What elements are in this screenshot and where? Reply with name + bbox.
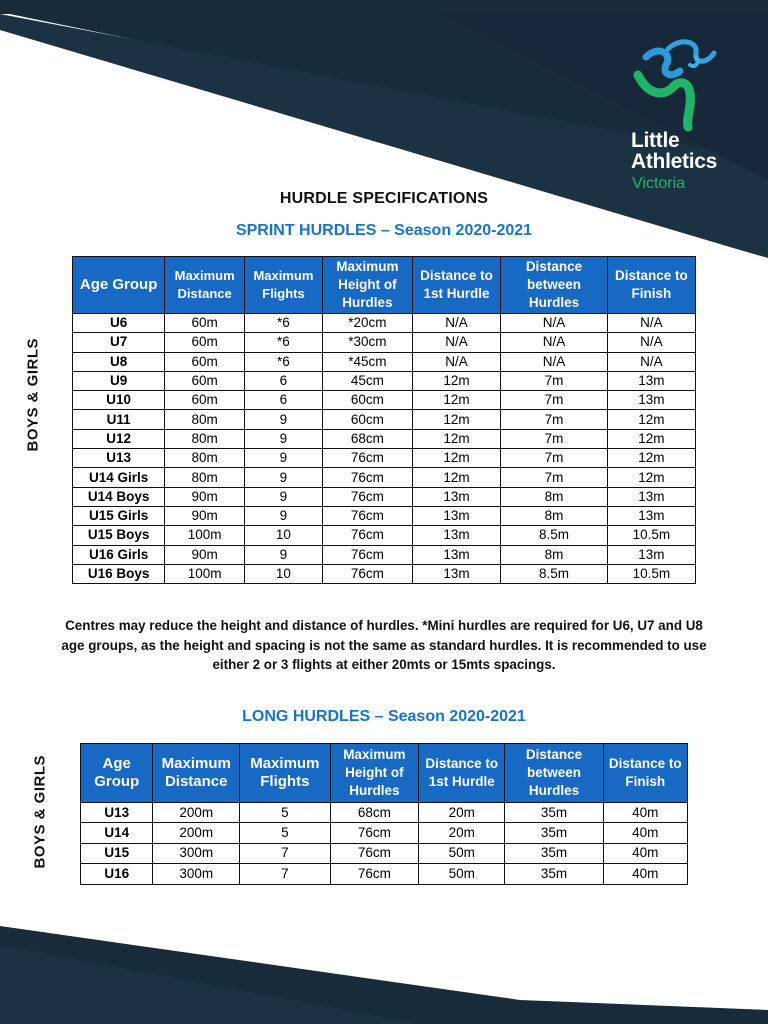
table-cell: 76cm [322, 468, 412, 487]
table-cell: 60m [165, 391, 245, 410]
table-cell: 50m [419, 864, 505, 884]
table-cell: 9 [245, 545, 323, 564]
age-group-cell: U15 Boys [73, 526, 165, 545]
table-row [73, 314, 696, 333]
table-cell: 35m [505, 864, 603, 884]
table-cell: 50m [419, 843, 505, 863]
age-group-cell: U9 [73, 371, 165, 390]
table-cell: 76cm [322, 526, 412, 545]
header-age-group: Age Group [73, 257, 165, 314]
table-cell: 12m [412, 429, 500, 448]
table-cell: 100m [165, 564, 245, 583]
age-group-cell: U14 [81, 823, 153, 843]
table-cell: 35m [505, 803, 603, 823]
header-distance-between: Distance between Hurdles [505, 744, 603, 803]
table-cell: N/A [412, 352, 500, 371]
header-age-group: Age Group [81, 744, 153, 803]
table-cell: 40m [603, 823, 687, 843]
table-row [81, 843, 688, 863]
table-cell: N/A [412, 333, 500, 352]
table-cell: 12m [412, 468, 500, 487]
table-cell: 13m [607, 545, 695, 564]
table-cell: 20m [419, 823, 505, 843]
table-row [73, 545, 696, 564]
table-cell: 7m [501, 371, 608, 390]
table-cell: 76cm [322, 564, 412, 583]
age-group-cell: U14 Girls [73, 468, 165, 487]
age-group-cell: U16 Girls [73, 545, 165, 564]
table-cell: *20cm [322, 314, 412, 333]
table-row [73, 371, 696, 390]
table-cell: 7m [501, 391, 608, 410]
table-cell: 60m [165, 352, 245, 371]
age-group-cell: U16 [81, 864, 153, 884]
table-cell: N/A [501, 352, 608, 371]
header-distance-between: Distance between Hurdles [501, 257, 608, 314]
table-cell: N/A [501, 314, 608, 333]
table-cell: N/A [607, 352, 695, 371]
header-maximum-height: Maximum Height of Hurdles [322, 257, 412, 314]
table-cell: 12m [607, 468, 695, 487]
table-cell: 200m [153, 803, 240, 823]
header-maximum-flights: Maximum Flights [245, 257, 323, 314]
age-group-cell: U7 [73, 333, 165, 352]
table-cell: 8.5m [501, 526, 608, 545]
table-cell: 60cm [322, 410, 412, 429]
table-row [81, 803, 688, 823]
table-cell: 80m [165, 410, 245, 429]
table-header-row [81, 744, 688, 803]
header-maximum-distance: Maximum Distance [153, 744, 240, 803]
table-cell: 76cm [322, 487, 412, 506]
table-cell: 12m [607, 429, 695, 448]
table-cell: 90m [165, 545, 245, 564]
table-cell: *45cm [322, 352, 412, 371]
table-cell: 7m [501, 429, 608, 448]
header-maximum-flights: Maximum Flights [240, 744, 331, 803]
page-title: HURDLE SPECIFICATIONS [279, 190, 489, 207]
table-cell: 76cm [330, 843, 418, 863]
table-cell: 6 [245, 391, 323, 410]
table-cell: 40m [603, 864, 687, 884]
age-group-cell: U8 [73, 352, 165, 371]
table-cell: 13m [412, 506, 500, 525]
age-group-cell: U6 [73, 314, 165, 333]
table-cell: 7m [501, 410, 608, 429]
table-row [73, 429, 696, 448]
table-cell: 12m [607, 410, 695, 429]
table-cell: 10.5m [607, 564, 695, 583]
table-row [81, 823, 688, 843]
table-cell: 7 [240, 843, 331, 863]
table-cell: 9 [245, 506, 323, 525]
age-group-cell: U11 [73, 410, 165, 429]
table-cell: 7m [501, 468, 608, 487]
table-cell: 13m [607, 487, 695, 506]
table-row [73, 352, 696, 371]
table-cell: 13m [412, 526, 500, 545]
logo-text-little: Little [631, 129, 680, 152]
table-cell: 9 [245, 487, 323, 506]
age-group-cell: U16 Boys [73, 564, 165, 583]
table-cell: 12m [412, 391, 500, 410]
table-cell: 68cm [330, 803, 418, 823]
table-cell: 80m [165, 449, 245, 468]
table-cell: 9 [245, 449, 323, 468]
age-group-cell: U12 [73, 429, 165, 448]
header-maximum-height: Maximum Height of Hurdles [330, 744, 418, 803]
table-cell: 10.5m [607, 526, 695, 545]
table-cell: 76cm [322, 449, 412, 468]
table-row [73, 449, 696, 468]
table-cell: 35m [505, 823, 603, 843]
header-distance-finish: Distance to Finish [603, 744, 687, 803]
table-cell: 5 [240, 803, 331, 823]
logo-text-athletics: Athletics [631, 150, 717, 173]
table-cell: *6 [245, 314, 323, 333]
long-side-label: BOYS & GIRLS [31, 754, 49, 869]
table-cell: 40m [603, 843, 687, 863]
table-cell: 13m [412, 545, 500, 564]
age-group-cell: U13 [73, 449, 165, 468]
table-cell: 76cm [322, 545, 412, 564]
table-cell: *30cm [322, 333, 412, 352]
age-group-cell: U15 [81, 843, 153, 863]
age-group-cell: U13 [81, 803, 153, 823]
header-distance-first-hurdle: Distance to 1st Hurdle [419, 744, 505, 803]
table-cell: 6 [245, 371, 323, 390]
table-cell: 10 [245, 526, 323, 545]
table-cell: 9 [245, 429, 323, 448]
table-row [81, 864, 688, 884]
header-distance-finish: Distance to Finish [607, 257, 695, 314]
table-row [73, 506, 696, 525]
table-cell: 60m [165, 333, 245, 352]
table-cell: 90m [165, 506, 245, 525]
table-cell: 76cm [330, 864, 418, 884]
table-cell: 20m [419, 803, 505, 823]
table-cell: 13m [607, 506, 695, 525]
table-cell: 60m [165, 314, 245, 333]
table-row [73, 410, 696, 429]
table-cell: 80m [165, 429, 245, 448]
table-cell: 8m [501, 545, 608, 564]
table-cell: 40m [603, 803, 687, 823]
logo-text-victoria: Victoria [632, 175, 686, 192]
table-cell: 13m [412, 487, 500, 506]
table-cell: 100m [165, 526, 245, 545]
table-cell: 5 [240, 823, 331, 843]
table-cell: N/A [412, 314, 500, 333]
header-maximum-distance: Maximum Distance [165, 257, 245, 314]
table-cell: N/A [607, 333, 695, 352]
notes-paragraph: Centres may reduce the height and distance of hurdles. *Mini hurdles are required for U6, U7 and U8 age groups, as the height and spacing is not the same as standard hurdles. It is recommended to use either 2 or 3 flights at either 20mts or 15mts spacings. [61, 618, 707, 672]
sprint-section-title: SPRINT HURDLES – Season 2020-2021 [235, 222, 533, 239]
table-cell: 76cm [322, 506, 412, 525]
table-row [73, 391, 696, 410]
table-cell: 7m [501, 449, 608, 468]
table-cell: 12m [412, 449, 500, 468]
table-cell: 200m [153, 823, 240, 843]
table-cell: N/A [501, 333, 608, 352]
sprint-hurdles-table [72, 256, 696, 584]
table-cell: 76cm [330, 823, 418, 843]
table-cell: 13m [607, 391, 695, 410]
table-cell: 12m [412, 371, 500, 390]
table-cell: 8.5m [501, 564, 608, 583]
table-cell: 9 [245, 410, 323, 429]
sprint-side-label: BOYS & GIRLS [24, 337, 42, 452]
table-row [73, 468, 696, 487]
table-row [73, 526, 696, 545]
table-row [73, 333, 696, 352]
table-cell: N/A [607, 314, 695, 333]
age-group-cell: U14 Boys [73, 487, 165, 506]
table-cell: 9 [245, 468, 323, 487]
table-cell: 8m [501, 487, 608, 506]
age-group-cell: U15 Girls [73, 506, 165, 525]
long-hurdles-table [80, 743, 688, 885]
table-cell: 13m [607, 371, 695, 390]
table-cell: 60cm [322, 391, 412, 410]
table-cell: *6 [245, 333, 323, 352]
table-cell: 12m [412, 410, 500, 429]
table-cell: 35m [505, 843, 603, 863]
table-cell: 90m [165, 487, 245, 506]
table-cell: 10 [245, 564, 323, 583]
header-distance-first-hurdle: Distance to 1st Hurdle [412, 257, 500, 314]
table-cell: 7 [240, 864, 331, 884]
table-cell: 300m [153, 843, 240, 863]
table-cell: 60m [165, 371, 245, 390]
age-group-cell: U10 [73, 391, 165, 410]
table-cell: 68cm [322, 429, 412, 448]
table-row [73, 487, 696, 506]
table-cell: 8m [501, 506, 608, 525]
long-section-title: LONG HURDLES – Season 2020-2021 [242, 708, 526, 725]
table-cell: 13m [412, 564, 500, 583]
table-cell: 300m [153, 864, 240, 884]
table-row [73, 564, 696, 583]
table-cell: *6 [245, 352, 323, 371]
table-cell: 12m [607, 449, 695, 468]
table-cell: 45cm [322, 371, 412, 390]
table-header-row [73, 257, 696, 314]
table-cell: 80m [165, 468, 245, 487]
